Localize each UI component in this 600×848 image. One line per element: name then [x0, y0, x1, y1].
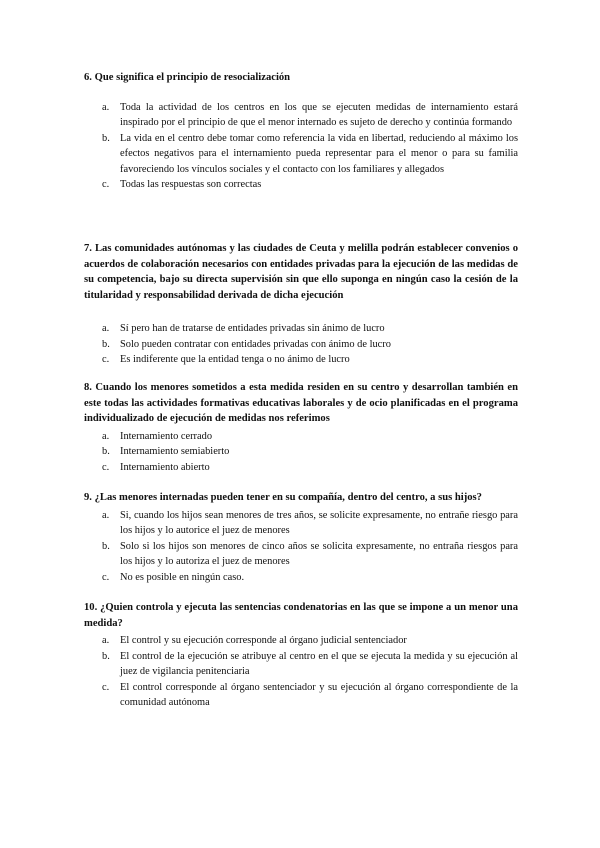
- option-text: El control y su ejecución corresponde al órgano judicial sentenciador: [120, 635, 407, 646]
- option-letter: b.: [102, 650, 110, 662]
- question-7: [84, 241, 518, 368]
- answer-option-c: [84, 570, 518, 586]
- question-6: [84, 70, 518, 193]
- answer-options: [84, 321, 518, 368]
- option-text: Solo pueden contratar con entidades privadas con ánimo de lucro: [120, 338, 391, 350]
- option-text: Si, cuando los hijos sean menores de tres años, se solicite expresamente, no entrañe riesgo para los hijos y lo autorice el juez de menores: [120, 509, 518, 536]
- option-text: El control de la ejecución se atribuye al centro en el que se ejecuta la medida y su ejecución al juez de vigilancia penitenciaria: [120, 650, 518, 677]
- option-letter: a.: [102, 635, 110, 646]
- option-letter: b.: [102, 338, 110, 350]
- answer-option-b: [84, 649, 518, 680]
- option-letter: a.: [102, 101, 110, 113]
- option-letter: c.: [102, 681, 110, 693]
- answer-option-c: [84, 680, 518, 711]
- question-9: [84, 490, 518, 585]
- option-letter: c.: [102, 354, 110, 365]
- option-text: Solo si los hijos son menores de cinco años se solicita expresamente, no entraña riesgos para los hijos y lo autoriza el juez de menores: [120, 540, 518, 567]
- answer-option-a: [84, 633, 518, 649]
- option-text: No es posible en ningún caso.: [120, 571, 245, 583]
- question-8: [84, 380, 518, 475]
- option-text: Sí pero han de tratarse de entidades privadas sin ánimo de lucro: [120, 323, 385, 334]
- option-text: Internamiento semiabierto: [120, 446, 230, 457]
- answer-option-b: [84, 539, 518, 570]
- question-10: [84, 600, 518, 711]
- option-letter: b.: [102, 540, 110, 552]
- answer-options: [84, 633, 518, 711]
- answer-option-c: [84, 177, 518, 193]
- option-text: Internamiento abierto: [120, 461, 210, 473]
- option-letter: b.: [102, 446, 110, 457]
- option-letter: c.: [102, 571, 110, 583]
- answer-options: [84, 508, 518, 586]
- question-text: 7. Las comunidades autónomas y las ciudades de Ceuta y melilla podrán establecer convenios o acuerdos de colaboración necesarios con entidades privadas para la ejecución de las medidas de su competencia, bajo su directa supervisión sin que ello suponga en ningún caso la cesión de la titularidad y responsabilidad derivada de dicha ejecución: [84, 243, 518, 301]
- answer-option-a: [84, 321, 518, 337]
- answer-option-a: [84, 100, 518, 131]
- option-letter: b.: [102, 132, 110, 144]
- answer-option-a: [84, 429, 518, 445]
- answer-option-a: [84, 508, 518, 539]
- option-letter: c.: [102, 461, 110, 473]
- answer-options: [84, 429, 518, 476]
- question-text: 10. ¿Quien controla y ejecuta las sentencias condenatorias en las que se impone a un menor una medida?: [84, 602, 518, 629]
- option-text: El control corresponde al órgano sentenciador y su ejecución al órgano correspondiente de la comunidad autónoma: [120, 681, 518, 708]
- option-letter: a.: [102, 430, 110, 442]
- option-text: Internamiento cerrado: [120, 430, 213, 442]
- option-letter: c.: [102, 179, 110, 190]
- answer-options: [84, 100, 518, 193]
- answer-option-c: [84, 460, 518, 476]
- option-letter: a.: [102, 509, 110, 521]
- question-text: 9. ¿Las menores internadas pueden tener en su compañía, dentro del centro, a sus hijos?: [84, 492, 482, 503]
- option-text: Todas las respuestas son correctas: [120, 179, 262, 190]
- question-text: 8. Cuando los menores sometidos a esta medida residen en su centro y desarrollan también en este todas las actividades formativas educativas laborales y de ocio planificadas en el programa individualizado de ejecución de medidas nos referimos: [84, 382, 518, 424]
- answer-option-b: [84, 337, 518, 353]
- answer-option-b: [84, 131, 518, 178]
- option-text: Toda la actividad de los centros en los que se ejecuten medidas de internamiento estará inspirado por el principio de que el menor internado es sujeto de derecho y continúa formando: [120, 101, 518, 128]
- option-text: Es indiferente que la entidad tenga o no ánimo de lucro: [120, 354, 350, 365]
- answer-option-b: [84, 444, 518, 460]
- answer-option-c: [84, 352, 518, 368]
- question-text: 6. Que significa el principio de resocialización: [84, 72, 291, 83]
- option-letter: a.: [102, 323, 110, 334]
- option-text: La vida en el centro debe tomar como referencia la vida en libertad, reduciendo al máximo los efectos negativos para el internamiento pueda representar para el menor o para su familia favoreciendo los vínculos sociales y el contacto con los familiares y allegados: [120, 132, 518, 175]
